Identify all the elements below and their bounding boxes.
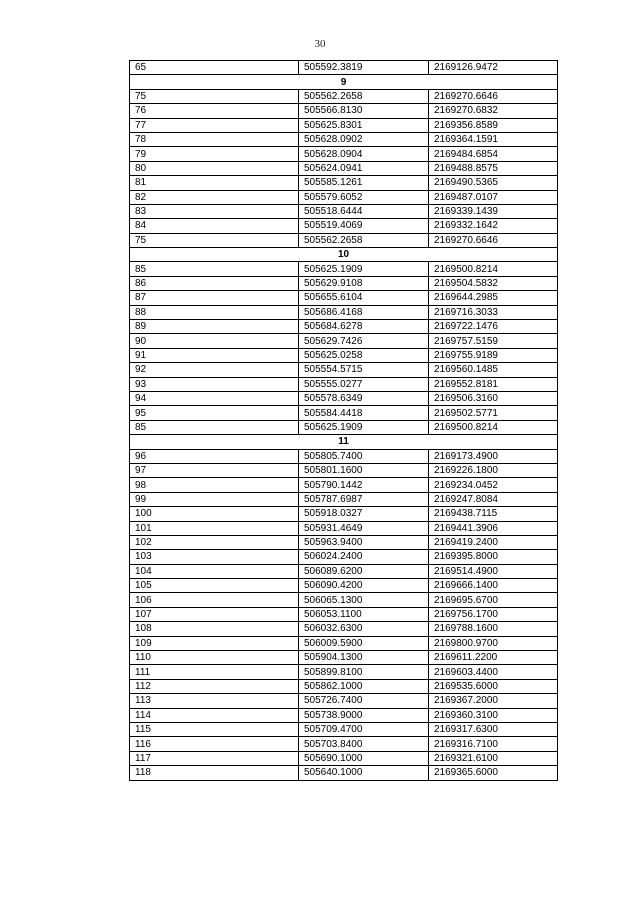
section-label: 9 xyxy=(130,75,558,89)
point-number-cell: 85 xyxy=(130,420,299,434)
y-coordinate-cell: 2169173.4900 xyxy=(429,449,558,463)
point-number-cell: 118 xyxy=(130,766,299,780)
x-coordinate-cell: 505904.1300 xyxy=(299,651,429,665)
x-coordinate-cell: 505963.9400 xyxy=(299,535,429,549)
table-row xyxy=(130,550,558,564)
x-coordinate-cell: 505918.0327 xyxy=(299,507,429,521)
x-coordinate-cell: 505518.6444 xyxy=(299,204,429,218)
x-coordinate-cell: 505703.8400 xyxy=(299,737,429,751)
table-row xyxy=(130,132,558,146)
table-row xyxy=(130,665,558,679)
y-coordinate-cell: 2169487.0107 xyxy=(429,190,558,204)
x-coordinate-cell: 505726.7400 xyxy=(299,694,429,708)
point-number-cell: 98 xyxy=(130,478,299,492)
point-number-cell: 92 xyxy=(130,363,299,377)
y-coordinate-cell: 2169356.8589 xyxy=(429,118,558,132)
y-coordinate-cell: 2169339.1439 xyxy=(429,204,558,218)
x-coordinate-cell: 505790.1442 xyxy=(299,478,429,492)
point-number-cell: 106 xyxy=(130,593,299,607)
point-number-cell: 112 xyxy=(130,679,299,693)
section-label: 11 xyxy=(130,435,558,449)
point-number-cell: 65 xyxy=(130,61,299,75)
table-row xyxy=(130,535,558,549)
x-coordinate-cell: 505578.6349 xyxy=(299,391,429,405)
x-coordinate-cell: 505629.7426 xyxy=(299,334,429,348)
table-row xyxy=(130,377,558,391)
y-coordinate-cell: 2169270.6646 xyxy=(429,89,558,103)
y-coordinate-cell: 2169502.5771 xyxy=(429,406,558,420)
x-coordinate-cell: 505625.1909 xyxy=(299,262,429,276)
x-coordinate-cell: 505684.6278 xyxy=(299,320,429,334)
point-number-cell: 111 xyxy=(130,665,299,679)
x-coordinate-cell: 505624.0941 xyxy=(299,161,429,175)
table-row xyxy=(130,219,558,233)
y-coordinate-cell: 2169367.2000 xyxy=(429,694,558,708)
y-coordinate-cell: 2169788.1600 xyxy=(429,622,558,636)
point-number-cell: 86 xyxy=(130,276,299,290)
x-coordinate-cell: 505562.2658 xyxy=(299,89,429,103)
y-coordinate-cell: 2169506.3160 xyxy=(429,391,558,405)
y-coordinate-cell: 2169695.6700 xyxy=(429,593,558,607)
x-coordinate-cell: 505555.0277 xyxy=(299,377,429,391)
table-row xyxy=(130,291,558,305)
table-row xyxy=(130,420,558,434)
point-number-cell: 89 xyxy=(130,320,299,334)
table-row xyxy=(130,233,558,247)
coordinates-table xyxy=(129,60,558,781)
table-row xyxy=(130,449,558,463)
table-row xyxy=(130,478,558,492)
x-coordinate-cell: 505709.4700 xyxy=(299,722,429,736)
point-number-cell: 75 xyxy=(130,89,299,103)
table-row xyxy=(130,751,558,765)
table-row xyxy=(130,722,558,736)
point-number-cell: 104 xyxy=(130,564,299,578)
table-row xyxy=(130,593,558,607)
table-row xyxy=(130,521,558,535)
table-section-row xyxy=(130,435,558,449)
y-coordinate-cell: 2169364.1591 xyxy=(429,132,558,146)
table-row xyxy=(130,176,558,190)
table-section-row xyxy=(130,75,558,89)
section-label: 10 xyxy=(130,248,558,262)
x-coordinate-cell: 505690.1000 xyxy=(299,751,429,765)
table-row xyxy=(130,204,558,218)
x-coordinate-cell: 506032.6300 xyxy=(299,622,429,636)
y-coordinate-cell: 2169321.6100 xyxy=(429,751,558,765)
point-number-cell: 75 xyxy=(130,233,299,247)
coordinates-table-body xyxy=(130,61,558,781)
y-coordinate-cell: 2169504.5832 xyxy=(429,276,558,290)
y-coordinate-cell: 2169560.1485 xyxy=(429,363,558,377)
x-coordinate-cell: 505625.8301 xyxy=(299,118,429,132)
table-row xyxy=(130,147,558,161)
point-number-cell: 83 xyxy=(130,204,299,218)
x-coordinate-cell: 505579.6052 xyxy=(299,190,429,204)
x-coordinate-cell: 505805.7400 xyxy=(299,449,429,463)
point-number-cell: 79 xyxy=(130,147,299,161)
point-number-cell: 80 xyxy=(130,161,299,175)
point-number-cell: 90 xyxy=(130,334,299,348)
x-coordinate-cell: 505899.8100 xyxy=(299,665,429,679)
point-number-cell: 108 xyxy=(130,622,299,636)
table-section-row xyxy=(130,248,558,262)
point-number-cell: 81 xyxy=(130,176,299,190)
y-coordinate-cell: 2169126.9472 xyxy=(429,61,558,75)
x-coordinate-cell: 506053.1100 xyxy=(299,607,429,621)
point-number-cell: 84 xyxy=(130,219,299,233)
y-coordinate-cell: 2169716.3033 xyxy=(429,305,558,319)
point-number-cell: 97 xyxy=(130,463,299,477)
point-number-cell: 76 xyxy=(130,104,299,118)
table-row xyxy=(130,579,558,593)
x-coordinate-cell: 505629.9108 xyxy=(299,276,429,290)
x-coordinate-cell: 505584.4418 xyxy=(299,406,429,420)
x-coordinate-cell: 505585.1261 xyxy=(299,176,429,190)
point-number-cell: 93 xyxy=(130,377,299,391)
point-number-cell: 107 xyxy=(130,607,299,621)
y-coordinate-cell: 2169666.1400 xyxy=(429,579,558,593)
table-row xyxy=(130,161,558,175)
y-coordinate-cell: 2169500.8214 xyxy=(429,420,558,434)
y-coordinate-cell: 2169755.9189 xyxy=(429,348,558,362)
x-coordinate-cell: 505640.1000 xyxy=(299,766,429,780)
table-row xyxy=(130,622,558,636)
point-number-cell: 116 xyxy=(130,737,299,751)
y-coordinate-cell: 2169552.8181 xyxy=(429,377,558,391)
point-number-cell: 91 xyxy=(130,348,299,362)
table-row xyxy=(130,334,558,348)
y-coordinate-cell: 2169226.1800 xyxy=(429,463,558,477)
x-coordinate-cell: 506065.1300 xyxy=(299,593,429,607)
x-coordinate-cell: 505625.1909 xyxy=(299,420,429,434)
x-coordinate-cell: 505931.4649 xyxy=(299,521,429,535)
table-row xyxy=(130,305,558,319)
point-number-cell: 96 xyxy=(130,449,299,463)
point-number-cell: 101 xyxy=(130,521,299,535)
y-coordinate-cell: 2169395.8000 xyxy=(429,550,558,564)
table-row xyxy=(130,406,558,420)
table-row xyxy=(130,190,558,204)
y-coordinate-cell: 2169247.8084 xyxy=(429,492,558,506)
y-coordinate-cell: 2169360.3100 xyxy=(429,708,558,722)
y-coordinate-cell: 2169756.1700 xyxy=(429,607,558,621)
table-row xyxy=(130,391,558,405)
y-coordinate-cell: 2169611.2200 xyxy=(429,651,558,665)
point-number-cell: 109 xyxy=(130,636,299,650)
y-coordinate-cell: 2169757.5159 xyxy=(429,334,558,348)
y-coordinate-cell: 2169365.6000 xyxy=(429,766,558,780)
table-row xyxy=(130,463,558,477)
y-coordinate-cell: 2169484.6854 xyxy=(429,147,558,161)
point-number-cell: 82 xyxy=(130,190,299,204)
table-row xyxy=(130,363,558,377)
point-number-cell: 114 xyxy=(130,708,299,722)
y-coordinate-cell: 2169234.0452 xyxy=(429,478,558,492)
table-row xyxy=(130,507,558,521)
y-coordinate-cell: 2169644.2985 xyxy=(429,291,558,305)
table-row xyxy=(130,348,558,362)
point-number-cell: 113 xyxy=(130,694,299,708)
x-coordinate-cell: 505562.2658 xyxy=(299,233,429,247)
table-row xyxy=(130,766,558,780)
x-coordinate-cell: 506009.5900 xyxy=(299,636,429,650)
table-row xyxy=(130,104,558,118)
point-number-cell: 117 xyxy=(130,751,299,765)
point-number-cell: 102 xyxy=(130,535,299,549)
x-coordinate-cell: 505655.6104 xyxy=(299,291,429,305)
y-coordinate-cell: 2169800.9700 xyxy=(429,636,558,650)
y-coordinate-cell: 2169270.6646 xyxy=(429,233,558,247)
y-coordinate-cell: 2169490.5365 xyxy=(429,176,558,190)
y-coordinate-cell: 2169270.6832 xyxy=(429,104,558,118)
point-number-cell: 103 xyxy=(130,550,299,564)
table-row xyxy=(130,262,558,276)
x-coordinate-cell: 505801.1600 xyxy=(299,463,429,477)
point-number-cell: 78 xyxy=(130,132,299,146)
x-coordinate-cell: 505738.9000 xyxy=(299,708,429,722)
y-coordinate-cell: 2169441.3906 xyxy=(429,521,558,535)
y-coordinate-cell: 2169603.4400 xyxy=(429,665,558,679)
point-number-cell: 100 xyxy=(130,507,299,521)
x-coordinate-cell: 505628.0902 xyxy=(299,132,429,146)
y-coordinate-cell: 2169488.8575 xyxy=(429,161,558,175)
point-number-cell: 94 xyxy=(130,391,299,405)
x-coordinate-cell: 505625.0258 xyxy=(299,348,429,362)
x-coordinate-cell: 506090.4200 xyxy=(299,579,429,593)
y-coordinate-cell: 2169317.6300 xyxy=(429,722,558,736)
x-coordinate-cell: 505686.4168 xyxy=(299,305,429,319)
point-number-cell: 88 xyxy=(130,305,299,319)
table-row xyxy=(130,708,558,722)
y-coordinate-cell: 2169722.1476 xyxy=(429,320,558,334)
point-number-cell: 85 xyxy=(130,262,299,276)
table-row xyxy=(130,694,558,708)
point-number-cell: 99 xyxy=(130,492,299,506)
table-row xyxy=(130,118,558,132)
table-row xyxy=(130,636,558,650)
table-row xyxy=(130,89,558,103)
x-coordinate-cell: 505862.1000 xyxy=(299,679,429,693)
point-number-cell: 77 xyxy=(130,118,299,132)
x-coordinate-cell: 505628.0904 xyxy=(299,147,429,161)
point-number-cell: 105 xyxy=(130,579,299,593)
y-coordinate-cell: 2169316.7100 xyxy=(429,737,558,751)
y-coordinate-cell: 2169419.2400 xyxy=(429,535,558,549)
y-coordinate-cell: 2169500.8214 xyxy=(429,262,558,276)
x-coordinate-cell: 505519.4069 xyxy=(299,219,429,233)
table-row xyxy=(130,61,558,75)
point-number-cell: 95 xyxy=(130,406,299,420)
table-row xyxy=(130,651,558,665)
point-number-cell: 110 xyxy=(130,651,299,665)
page-number: 30 xyxy=(314,38,326,50)
x-coordinate-cell: 505787.6987 xyxy=(299,492,429,506)
y-coordinate-cell: 2169332.1642 xyxy=(429,219,558,233)
x-coordinate-cell: 505554.5715 xyxy=(299,363,429,377)
table-row xyxy=(130,679,558,693)
y-coordinate-cell: 2169438.7115 xyxy=(429,507,558,521)
x-coordinate-cell: 506089.6200 xyxy=(299,564,429,578)
y-coordinate-cell: 2169535.6000 xyxy=(429,679,558,693)
x-coordinate-cell: 505566.8130 xyxy=(299,104,429,118)
table-row xyxy=(130,564,558,578)
table-row xyxy=(130,492,558,506)
table-row xyxy=(130,737,558,751)
point-number-cell: 87 xyxy=(130,291,299,305)
table-row xyxy=(130,276,558,290)
x-coordinate-cell: 505592.3819 xyxy=(299,61,429,75)
x-coordinate-cell: 506024.2400 xyxy=(299,550,429,564)
table-row xyxy=(130,320,558,334)
y-coordinate-cell: 2169514.4900 xyxy=(429,564,558,578)
point-number-cell: 115 xyxy=(130,722,299,736)
table-row xyxy=(130,607,558,621)
